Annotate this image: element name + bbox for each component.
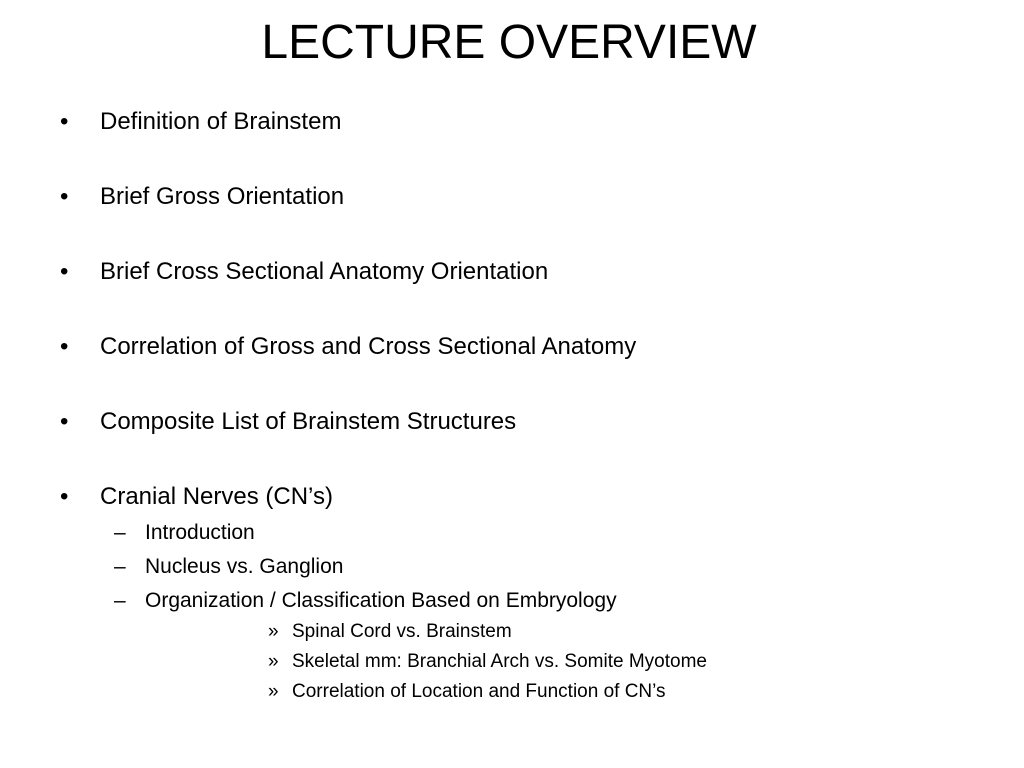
bullet-marker: • <box>60 108 69 135</box>
subsubbullet-text: Skeletal mm: Branchial Arch vs. Somite Myotome <box>292 651 707 672</box>
subbullet-text: Introduction <box>145 521 255 544</box>
slide-title: LECTURE OVERVIEW <box>261 16 757 69</box>
subbullet-marker: – <box>114 521 126 544</box>
bullet-text: Brief Cross Sectional Anatomy Orientation <box>100 258 549 285</box>
subsubbullet-marker: » <box>268 621 279 642</box>
subsubbullet-text: Correlation of Location and Function of CN’s <box>292 681 666 702</box>
bullet-marker: • <box>60 183 69 210</box>
subbullet-text: Nucleus vs. Ganglion <box>145 555 344 578</box>
subbullet-marker: – <box>114 555 126 578</box>
bullet-marker: • <box>60 333 69 360</box>
subbullet-text: Organization / Classification Based on Embryology <box>145 589 617 612</box>
subsubbullet-marker: » <box>268 651 279 672</box>
bullet-text: Brief Gross Orientation <box>100 183 345 210</box>
bullet-text: Cranial Nerves (CN’s) <box>100 483 333 510</box>
bullet-marker: • <box>60 483 69 510</box>
bullet-text: Composite List of Brainstem Structures <box>100 408 517 435</box>
bullet-marker: • <box>60 408 69 435</box>
bullet-text: Correlation of Gross and Cross Sectional Anatomy <box>100 333 637 360</box>
subsubbullet-text: Spinal Cord vs. Brainstem <box>292 621 512 642</box>
bullet-marker: • <box>60 258 69 285</box>
bullet-text: Definition of Brainstem <box>100 108 342 135</box>
subsubbullet-marker: » <box>268 681 279 702</box>
subbullet-marker: – <box>114 589 126 612</box>
